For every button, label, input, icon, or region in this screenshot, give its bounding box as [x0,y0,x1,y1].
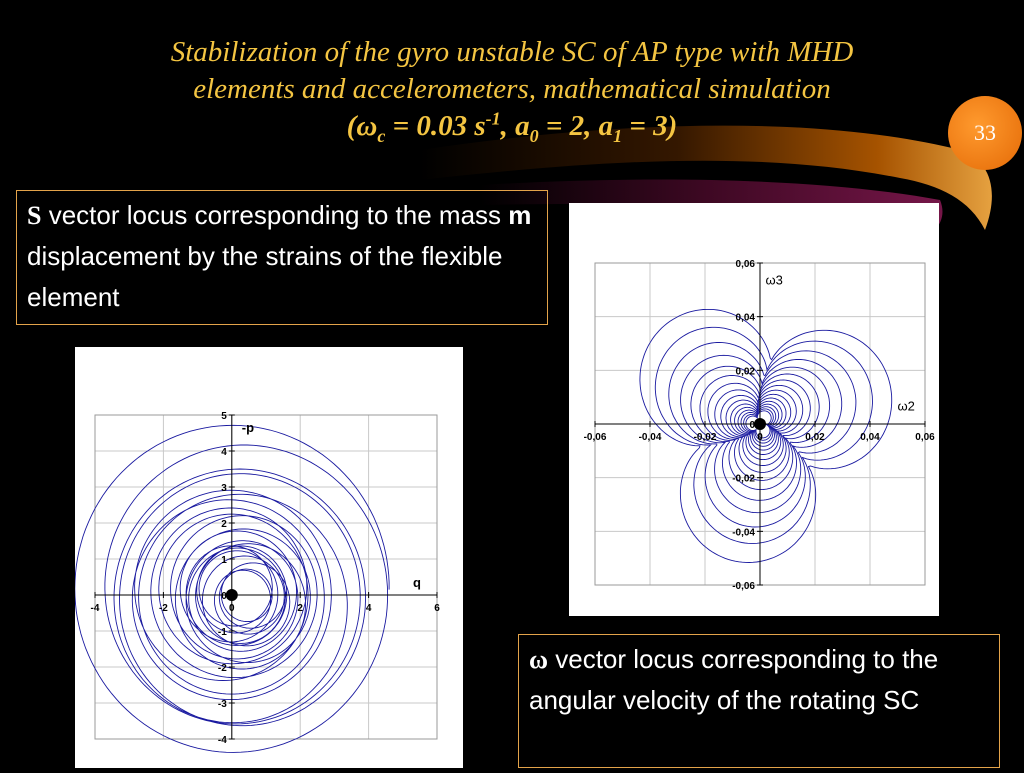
omega-symbol: ω [356,110,378,142]
y-tick-label: 0,02 [735,366,755,378]
plot-frame [95,415,437,739]
x-tick-label: -0,06 [583,432,607,443]
x-tick-label: -0,04 [638,432,662,443]
s-vector-caption: S vector locus corresponding to the mass m displacement by the strains of the flexible element [16,190,548,325]
y-tick-label: 0 [221,591,227,602]
y-tick-label: -0,04 [732,527,755,539]
x-tick-label: 2 [297,603,303,614]
page-number-badge [948,96,1022,170]
page-number: 33 [974,120,996,145]
title-line-1: Stabilization of the gyro unstable SC of AP type with MHD [170,36,854,68]
x-tick-label: 0,02 [805,432,825,443]
y-tick-label: 3 [221,483,227,494]
x-tick-label: -0,02 [693,432,717,443]
omega-vector-caption: ω vector locus corresponding to the angular velocity of the rotating SC [518,634,1000,768]
y-tick-label: -1 [217,627,227,638]
s-locus-svg [75,347,463,768]
y-tick-label: -4 [217,735,227,746]
y-tick-label: 4 [221,447,227,458]
y-tick-label: -3 [217,699,227,710]
x-tick-label: 0 [229,603,235,614]
y-tick-label: 5 [221,411,227,422]
x-axis-label: q [413,575,422,590]
y-axis-label: ω3 [765,272,783,288]
y-tick-label: 0,06 [735,259,755,270]
slide-title [0,34,1024,145]
omega-locus-svg [569,203,939,616]
x-tick-label: 6 [434,603,440,614]
y-tick-label: -2 [217,663,227,674]
title-line-3: ($\omega_c = 0.03$ $s^{-1}$, $a_0 = 2$, $a_1 = 3$) [346,108,678,146]
s-symbol: S [27,201,42,230]
x-tick-label: -4 [90,603,100,614]
x-axis-label: ω2 [897,398,915,414]
x-tick-label: -2 [158,603,168,614]
title-line-2: elements and accelerometers, mathematical simulation [193,73,831,105]
mass-symbol: m [508,200,532,230]
x-tick-label: 4 [365,603,372,614]
x-tick-label: 0,06 [915,432,935,443]
y-tick-label: 0 [749,420,755,431]
s-locus-chart [75,347,463,768]
omega-locus-loop [640,309,892,562]
omega-locus-chart [569,203,939,616]
y-tick-label: 0,04 [735,312,755,324]
x-tick-label: 0 [757,432,763,443]
x-tick-label: 0,04 [860,432,880,443]
y-tick-label: 2 [221,519,227,530]
omega-caption-symbol: ω [529,645,549,674]
y-tick-label: -0,06 [732,581,755,592]
y-tick-label: 1 [221,555,227,566]
y-tick-label: -0,02 [732,473,755,485]
omega-locus-loop [655,327,872,543]
y-axis-label: -p [241,420,255,435]
